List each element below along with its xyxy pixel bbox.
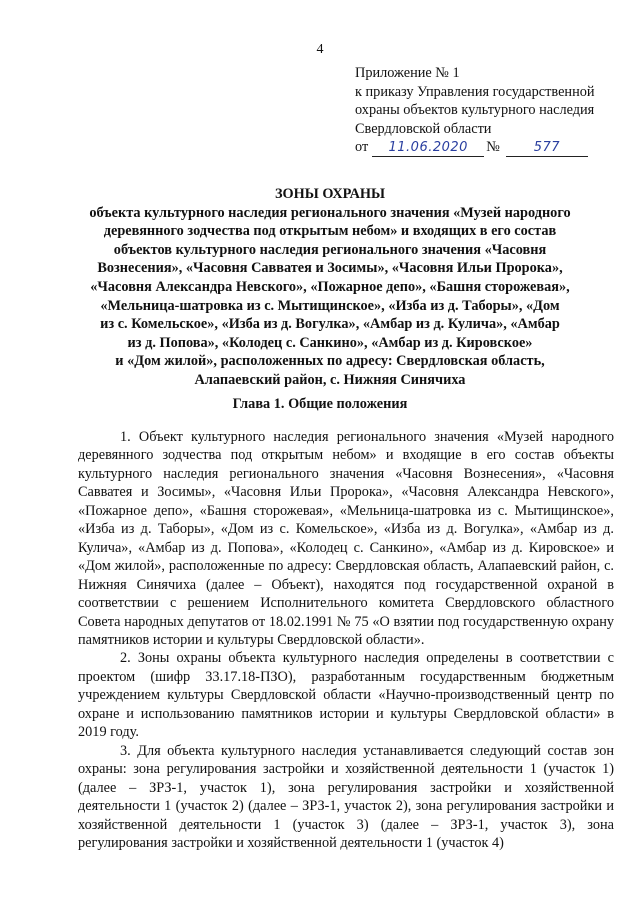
- paragraph-2: 2. Зоны охраны объекта культурного наследия определены в соответствии с проектом (шифр 33.17.18-ПЗО), разработанным государственным бюджетным учреждением культуры Свердловской области «Научно-производственный центр по охране и использованию памятников истории и культуры Свердловской области» в 2019 году.: [78, 650, 614, 741]
- handwritten-date: 11.06.2020: [372, 140, 484, 157]
- document-title: [60, 185, 600, 390]
- title-line: объекта культурного наследия регионального значения «Музей народного: [89, 204, 571, 221]
- title-line: Вознесения», «Часовня Савватея и Зосимы», «Часовня Ильи Пророка»,: [97, 260, 563, 277]
- appendix-line: охраны объектов культурного наследия: [355, 102, 595, 118]
- title-line: объектов культурного наследия регионального значения «Часовня: [113, 241, 547, 258]
- appendix-line: Приложение № 1: [355, 65, 460, 81]
- handwritten-order-number: 577: [506, 140, 588, 157]
- paragraph-1: 1. Объект культурного наследия регионального значения «Музей народного деревянного зодчества под открытым небом» и входящие в его состав объекты культурного наследия регионального значения «Часовня Вознесения», «Часовня Савватея и Зосимы», «Часовня Ильи Пророка», «Часовня Александра Невского», «Пожарное депо», «Башня сторожевая», «Мельница-шатровка из с. Мытищинское», «Изба из д. Таборы», «Дом из с. Комельское», «Изба из д. Вогулка», «Амбар из д. Кулича», «Амбар из д. Попова», «Колодец с. Санкино», «Амбар из д. Кировское» и «Дом жилой», расположенные по адресу: Свердловская область, Алапаевский район, с. Нижняя Синячиха (далее – Объект), находятся под государственной охраной в соответствии с решением Исполнительного комитета Свердловского областного Совета народных депутатов от 18.02.1991 № 75 «О взятии под государственную охрану памятников истории и культуры Свердловской области».: [78, 429, 614, 648]
- appendix-line: Свердловской области: [355, 120, 492, 137]
- title-heading: ЗОНЫ ОХРАНЫ: [274, 186, 386, 202]
- title-line: из с. Комельское», «Изба из д. Вогулка», «Амбар из д. Кулича», «Амбар: [100, 316, 560, 333]
- title-line: Алапаевский район, с. Нижняя Синячиха: [194, 371, 466, 388]
- number-label: №: [486, 139, 500, 155]
- appendix-header: [355, 64, 635, 157]
- title-line: из д. Попова», «Колодец с. Санкино», «Амбар из д. Кировское»: [127, 334, 533, 351]
- title-line: «Мельница-шатровка из с. Мытищинское», «Изба из д. Таборы», «Дом: [100, 297, 560, 314]
- from-label: от: [355, 139, 369, 155]
- document-body: [78, 428, 614, 852]
- chapter-heading: Глава 1. Общие положения: [232, 396, 408, 412]
- page-number: 4: [316, 42, 324, 57]
- title-line: деревянного зодчества под открытым небом» и входящих в его состав: [103, 223, 557, 240]
- appendix-line: к приказу Управления государственной: [355, 83, 595, 100]
- title-line: и «Дом жилой», расположенных по адресу: Свердловская область,: [115, 353, 545, 370]
- order-date-number-row: [355, 138, 635, 157]
- title-line: «Часовня Александра Невского», «Пожарное депо», «Башня сторожевая»,: [90, 278, 570, 295]
- paragraph-3: 3. Для объекта культурного наследия устанавливается следующий состав зон охраны: зона регулирования застройки и хозяйственной деятельности 1 (участок 1) (далее – ЗРЗ-1, участок 1), зона регулирования застройки и хозяйственной деятельности 1 (участок 2) (далее – ЗРЗ-1, участок 2), зона регулирования застройки и хозяйственной деятельности 1 (участок 3) (далее – ЗРЗ-1, участок 3), зона регулирования застройки и хозяйственной деятельности 1 (участок 4): [78, 742, 614, 851]
